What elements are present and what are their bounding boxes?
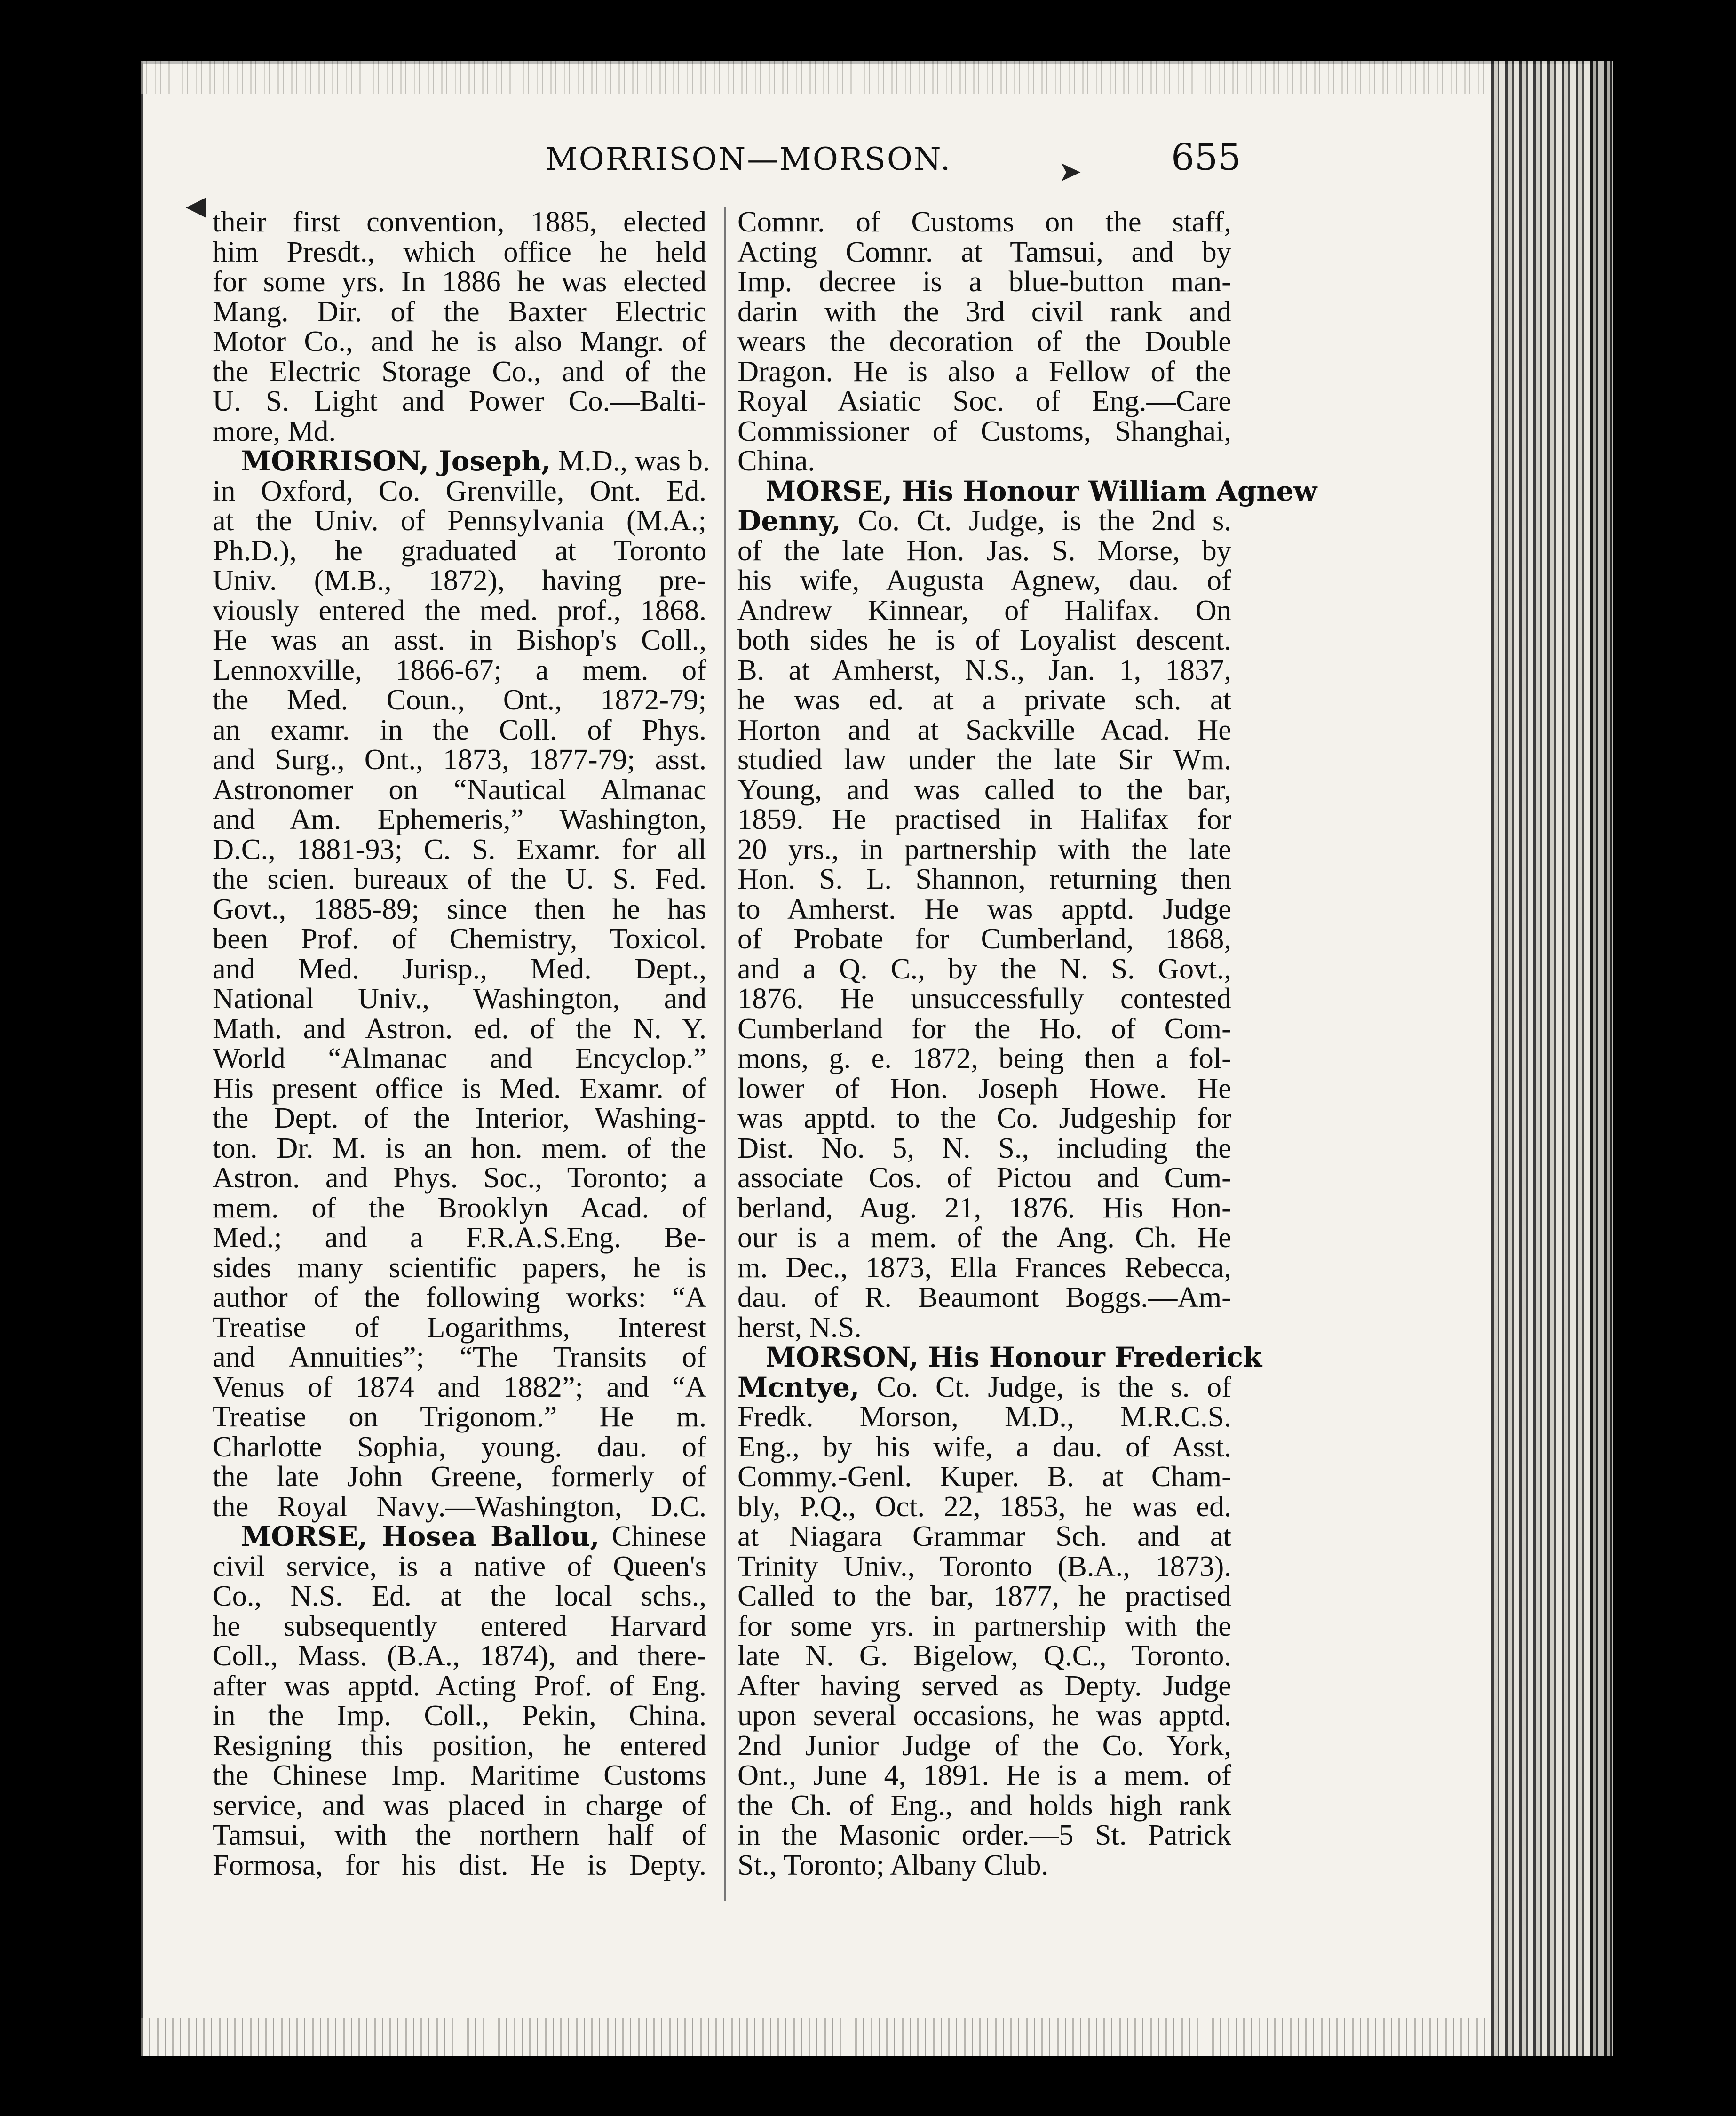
line-text: at Niagara Grammar Sch. and at <box>737 1519 1231 1552</box>
line-text: Govt., 1885-89; since then he has <box>213 892 706 925</box>
left-column-text-line <box>213 772 706 806</box>
line-text: to Amherst. He was apptd. Judge <box>737 892 1231 925</box>
left-column-text-line <box>213 565 706 596</box>
line-text: civil service, is a native of Queen's <box>213 1549 706 1583</box>
entry-heading: MORSON, His Honour Frederick <box>766 1341 1262 1373</box>
left-column-text-line <box>213 1043 706 1074</box>
left-column-text-line <box>213 294 706 328</box>
right-column-text-line <box>737 1071 1231 1105</box>
line-text: an examr. in the Coll. of Phys. <box>213 713 706 746</box>
line-text: Med.; and a F.R.A.S.Eng. Be- <box>213 1221 706 1254</box>
right-column-text-line <box>737 1402 1231 1432</box>
line-text: their first convention, 1885, elected <box>213 205 706 238</box>
left-column-text-line <box>213 237 706 267</box>
line-text: he subsequently entered Harvard <box>213 1609 706 1642</box>
right-column-text-line <box>737 475 1317 507</box>
left-column-text-line <box>213 1521 706 1551</box>
entry-heading: Denny, <box>737 505 841 537</box>
line-text: the Ch. of Eng., and holds high rank <box>737 1788 1231 1822</box>
line-text: of the late Hon. Jas. S. Morse, by <box>737 533 1231 567</box>
left-column-text-line <box>213 1011 706 1045</box>
right-column-text-line <box>737 1790 1231 1821</box>
left-column-text-line <box>213 1728 706 1762</box>
line-text: and a Q. C., by the N. S. Govt., <box>737 952 1231 985</box>
right-column-text-line <box>737 1103 1231 1133</box>
line-text: Chinese <box>599 1519 706 1552</box>
line-text: Acting Comnr. at Tamsui, and by <box>737 235 1231 268</box>
right-column-text-line <box>737 1372 1231 1402</box>
right-column-text-line <box>737 954 1231 984</box>
scan-noise-bottom <box>141 2018 1491 2056</box>
right-column-text-line <box>737 894 1231 924</box>
right-column-text-line <box>737 533 1231 567</box>
line-text: mons, g. e. 1872, being then a fol- <box>737 1042 1231 1074</box>
left-column-text-line <box>213 1760 706 1790</box>
line-text: Cumberland for the Ho. of Com- <box>737 1011 1231 1045</box>
left-column-text-line <box>213 1372 706 1402</box>
book-gutter-edge <box>1491 61 1613 2056</box>
left-column-text-line <box>213 207 706 237</box>
ink-blot-icon: ➤ <box>1058 155 1082 188</box>
right-column <box>737 205 1317 1881</box>
left-column-text-line <box>213 1489 706 1523</box>
line-text: the Chinese Imp. Maritime Customs <box>213 1758 706 1791</box>
line-text: Motor Co., and he is also Mangr. of <box>213 325 706 358</box>
left-column-text-line <box>213 1850 706 1880</box>
line-text: Commissioner of Customs, Shanghai, <box>737 414 1231 447</box>
line-text: at the Univ. of Pennsylvania (M.A.; <box>213 504 706 537</box>
right-column-text-line <box>737 804 1231 835</box>
line-text: Tamsui, with the northern half of <box>213 1818 706 1851</box>
line-text: Astron. and Phys. Soc., Toronto; a <box>213 1161 706 1194</box>
left-column-text-line <box>213 924 706 954</box>
left-column-text-line <box>213 715 706 745</box>
left-column-text-line <box>213 864 706 894</box>
right-column-text-line <box>737 446 1231 476</box>
scan-noise-top <box>141 61 1491 94</box>
line-text: author of the following works: “A <box>213 1281 706 1313</box>
left-column-text-line <box>213 954 706 984</box>
line-text: His present office is Med. Examr. of <box>213 1071 706 1105</box>
line-text: him Presdt., which office he held <box>213 235 706 268</box>
line-text: Co. Ct. Judge, is the s. of <box>859 1370 1231 1403</box>
line-text: herst, N.S. <box>737 1310 862 1344</box>
right-column-text-line <box>737 1850 1231 1880</box>
line-text: Commy.-Genl. Kuper. B. at Cham- <box>737 1460 1231 1493</box>
page-number: 655 <box>1171 136 1241 179</box>
right-column-text-line <box>737 655 1231 685</box>
right-column-text-line <box>737 354 1231 388</box>
line-text: studied law under the late Sir Wm. <box>737 743 1231 776</box>
line-text: Imp. decree is a blue-button man- <box>737 265 1231 298</box>
line-text: Co., N.S. Ed. at the local schs., <box>213 1579 706 1612</box>
left-column-text-line <box>213 1103 706 1133</box>
line-text: After having served as Depty. Judge <box>737 1669 1231 1702</box>
line-text: dau. of R. Beaumont Boggs.—Am- <box>737 1281 1231 1313</box>
line-text: the Electric Storage Co., and of the <box>213 354 706 388</box>
left-column-text-line <box>213 1193 706 1223</box>
right-column-text-line <box>737 506 1231 536</box>
line-text: Royal Asiatic Soc. of Eng.—Care <box>737 384 1231 417</box>
line-text: was apptd. to the Co. Judgeship for <box>737 1101 1231 1134</box>
left-column-text-line <box>213 1820 706 1850</box>
column-rule <box>724 207 726 1901</box>
right-column-text-line <box>737 1760 1231 1790</box>
line-text: 2nd Junior Judge of the Co. York, <box>737 1728 1231 1762</box>
line-text: China. <box>737 444 815 477</box>
right-column-text-line <box>737 1581 1231 1611</box>
left-column-text-line <box>213 416 706 446</box>
left-column-text-line <box>213 1671 706 1701</box>
right-column-text-line <box>737 625 1231 655</box>
line-text: Horton and at Sackville Acad. He <box>737 713 1231 746</box>
line-text: Charlotte Sophia, young. dau. of <box>213 1430 706 1463</box>
line-text: World “Almanac and Encyclop.” <box>213 1042 706 1074</box>
left-column-text-line <box>213 1790 706 1821</box>
line-text: more, Md. <box>213 414 336 447</box>
left-column-text-line <box>213 1223 706 1253</box>
left-column-text-line <box>213 804 706 835</box>
line-text: Co. Ct. Judge, is the 2nd s. <box>840 504 1231 537</box>
right-column-text-line <box>737 1043 1231 1074</box>
right-column-text-line <box>737 685 1231 715</box>
margin-arrow-icon: ◀ <box>186 191 206 221</box>
right-column-text-line <box>737 1432 1231 1462</box>
entry-heading: MORSE, Hosea Ballou, <box>241 1520 600 1552</box>
right-column-text-line <box>737 1489 1231 1523</box>
right-column-text-line <box>737 237 1231 267</box>
left-column-text-line <box>213 894 706 924</box>
line-text: and Med. Jurisp., Med. Dept., <box>213 952 706 985</box>
line-text: Treatise of Logarithms, Interest <box>213 1310 706 1344</box>
left-column-text-line <box>213 444 710 477</box>
left-column-text-line <box>213 386 706 416</box>
right-column-text-line <box>737 1011 1231 1045</box>
line-text: our is a mem. of the Ang. Ch. He <box>737 1221 1231 1254</box>
line-text: of Probate for Cumberland, 1868, <box>737 922 1231 955</box>
left-column-text-line <box>213 1611 706 1641</box>
right-column-text-line <box>737 386 1231 416</box>
left-column-text-line <box>213 1250 706 1284</box>
right-column-text-line <box>737 745 1231 775</box>
line-text: upon several occasions, he was apptd. <box>737 1699 1231 1732</box>
left-column-text-line <box>213 506 706 536</box>
line-text: and Annuities”; “The Transits of <box>213 1340 706 1373</box>
line-text: Ph.D.), he graduated at Toronto <box>213 533 706 567</box>
line-text: in the Imp. Coll., Pekin, China. <box>213 1699 706 1732</box>
line-text: Dragon. He is also a Fellow of the <box>737 354 1231 388</box>
right-column-text-line <box>737 1671 1231 1701</box>
line-text: 20 yrs., in partnership with the late <box>737 832 1231 866</box>
line-text: St., Toronto; Albany Club. <box>737 1848 1049 1881</box>
entry-heading: Mcntye, <box>737 1371 860 1403</box>
line-text: the Dept. of the Interior, Washing- <box>213 1101 706 1134</box>
left-column-text-line <box>213 1282 706 1313</box>
entry-heading: MORSE, His Honour William Agnew <box>766 475 1317 507</box>
right-column-text-line <box>737 1462 1231 1492</box>
left-column-text-line <box>213 832 706 866</box>
right-column-text-line <box>737 715 1231 745</box>
left-column-text-line <box>213 745 706 775</box>
line-text: Dist. No. 5, N. S., including the <box>737 1131 1231 1164</box>
left-column-text-line <box>213 1342 706 1372</box>
left-column-text-line <box>213 1310 706 1344</box>
right-column-text-line <box>737 1163 1231 1193</box>
right-column-text-line <box>737 1282 1231 1313</box>
line-text: Venus of 1874 and 1882”; and “A <box>213 1370 706 1403</box>
line-text: Formosa, for his dist. He is Depty. <box>213 1848 706 1881</box>
line-text: been Prof. of Chemistry, Toxicol. <box>213 922 706 955</box>
right-column-text-line <box>737 1193 1231 1223</box>
line-text: lower of Hon. Joseph Howe. He <box>737 1071 1231 1105</box>
line-text: Coll., Mass. (B.A., 1874), and there- <box>213 1639 706 1672</box>
left-column-text-line <box>213 1701 706 1731</box>
right-column-text-line <box>737 1250 1231 1284</box>
line-text: he was ed. at a private sch. at <box>737 683 1231 716</box>
line-text: the scien. bureaux of the U. S. Fed. <box>213 862 706 895</box>
line-text: Ont., June 4, 1891. He is a mem. of <box>737 1758 1231 1791</box>
right-column-text-line <box>737 326 1231 357</box>
line-text: for some yrs. In 1886 he was elected <box>213 265 706 298</box>
line-text: and Am. Ephemeris,” Washington, <box>213 803 706 835</box>
line-text: Mang. Dir. of the Baxter Electric <box>213 294 706 328</box>
line-text: Math. and Astron. ed. of the N. Y. <box>213 1011 706 1045</box>
left-column-text-line <box>213 1581 706 1611</box>
line-text: Astronomer on “Nautical Almanac <box>213 772 706 806</box>
line-text: berland, Aug. 21, 1876. His Hon- <box>737 1191 1231 1224</box>
line-text: service, and was placed in charge of <box>213 1788 706 1822</box>
line-text: sides many scientific papers, he is <box>213 1250 706 1284</box>
line-text: in Oxford, Co. Grenville, Ont. Ed. <box>213 474 706 507</box>
right-column-text-line <box>737 1611 1231 1641</box>
line-text: Lennoxville, 1866-67; a mem. of <box>213 653 706 686</box>
right-column-text-line <box>737 1341 1262 1373</box>
line-text: ton. Dr. M. is an hon. mem. of the <box>213 1131 706 1164</box>
line-text: late N. G. Bigelow, Q.C., Toronto. <box>737 1639 1231 1672</box>
left-column-text-line <box>213 326 706 357</box>
left-column-text-line <box>213 593 706 627</box>
line-text: Eng., by his wife, a dau. of Asst. <box>737 1430 1231 1463</box>
line-text: the Royal Navy.—Washington, D.C. <box>213 1489 706 1523</box>
right-column-text-line <box>737 1521 1231 1551</box>
left-column-text-line <box>213 1462 706 1492</box>
right-column-text-line <box>737 1728 1231 1762</box>
right-column-text-line <box>737 1701 1231 1731</box>
line-text: B. at Amherst, N.S., Jan. 1, 1837, <box>737 653 1231 686</box>
line-text: Young, and was called to the bar, <box>737 772 1231 806</box>
left-column-text-line <box>213 476 706 506</box>
line-text: associate Cos. of Pictou and Cum- <box>737 1161 1231 1194</box>
line-text: National Univ., Washington, and <box>213 982 706 1015</box>
line-text: Hon. S. L. Shannon, returning then <box>737 862 1231 895</box>
right-column-text-line <box>737 593 1231 627</box>
right-column-text-line <box>737 565 1231 596</box>
line-text: Resigning this position, he entered <box>213 1728 706 1762</box>
left-column-text-line <box>213 984 706 1014</box>
right-column-text-line <box>737 832 1231 866</box>
line-text: darin with the 3rd civil rank and <box>737 294 1231 328</box>
left-column-text-line <box>213 655 706 685</box>
line-text: D.C., 1881-93; C. S. Examr. for all <box>213 832 706 866</box>
right-column-text-line <box>737 1551 1231 1582</box>
left-column-text-line <box>213 1402 706 1432</box>
entry-heading: MORRISON, Joseph, <box>241 445 551 477</box>
right-column-text-line <box>737 267 1231 297</box>
line-text: He was an asst. in Bishop's Coll., <box>213 623 706 656</box>
left-column-text-line <box>213 1551 706 1582</box>
line-text: Comnr. of Customs on the staff, <box>737 205 1231 238</box>
right-column-text-line <box>737 1641 1231 1671</box>
line-text: U. S. Light and Power Co.—Balti- <box>213 384 706 417</box>
right-column-text-line <box>737 924 1231 954</box>
line-text: Trinity Univ., Toronto (B.A., 1873). <box>737 1549 1231 1583</box>
left-column <box>213 205 710 1881</box>
right-column-text-line <box>737 1310 1231 1344</box>
right-column-text-line <box>737 1223 1231 1253</box>
right-column-text-line <box>737 772 1231 806</box>
line-text: M.D., was b. <box>550 444 710 477</box>
line-text: Called to the bar, 1877, he practised <box>737 1579 1231 1612</box>
line-text: and Surg., Ont., 1873, 1877-79; asst. <box>213 743 706 776</box>
left-column-text-line <box>213 354 706 388</box>
left-column-text-line <box>213 685 706 715</box>
line-text: his wife, Augusta Agnew, dau. of <box>737 564 1231 597</box>
line-text: for some yrs. in partnership with the <box>737 1609 1231 1642</box>
line-text: m. Dec., 1873, Ella Frances Rebecca, <box>737 1250 1231 1284</box>
left-column-text-line <box>213 1641 706 1671</box>
left-column-text-line <box>213 1071 706 1105</box>
line-text: Andrew Kinnear, of Halifax. On <box>737 593 1231 627</box>
left-column-text-line <box>213 533 706 567</box>
line-text: the late John Greene, formerly of <box>213 1460 706 1493</box>
line-text: mem. of the Brooklyn Acad. of <box>213 1191 706 1224</box>
left-column-text-line <box>213 267 706 297</box>
right-column-text-line <box>737 984 1231 1014</box>
line-text: both sides he is of Loyalist descent. <box>737 623 1231 656</box>
line-text: in the Masonic order.—5 St. Patrick <box>737 1818 1231 1851</box>
line-text: 1876. He unsuccessfully contested <box>737 982 1231 1015</box>
left-column-text-line <box>213 1163 706 1193</box>
line-text: wears the decoration of the Double <box>737 325 1231 358</box>
line-text: Fredk. Morson, M.D., M.R.C.S. <box>737 1400 1231 1433</box>
right-column-text-line <box>737 864 1231 894</box>
right-column-text-line <box>737 1820 1231 1850</box>
left-column-text-line <box>213 1133 706 1163</box>
right-column-text-line <box>737 294 1231 328</box>
left-column-text-line <box>213 625 706 655</box>
running-head: MORRISON—MORSON. <box>546 141 952 177</box>
line-text: 1859. He practised in Halifax for <box>737 803 1231 835</box>
right-column-text-line <box>737 1133 1231 1163</box>
right-column-text-line <box>737 207 1231 237</box>
line-text: Univ. (M.B., 1872), having pre- <box>213 564 706 597</box>
line-text: viously entered the med. prof., 1868. <box>213 593 706 627</box>
line-text: the Med. Coun., Ont., 1872-79; <box>213 683 706 716</box>
line-text: after was apptd. Acting Prof. of Eng. <box>213 1669 706 1702</box>
line-text: bly, P.Q., Oct. 22, 1853, he was ed. <box>737 1489 1231 1523</box>
line-text: Treatise on Trigonom.” He m. <box>213 1400 706 1433</box>
left-column-text-line <box>213 1432 706 1462</box>
right-column-text-line <box>737 416 1231 446</box>
